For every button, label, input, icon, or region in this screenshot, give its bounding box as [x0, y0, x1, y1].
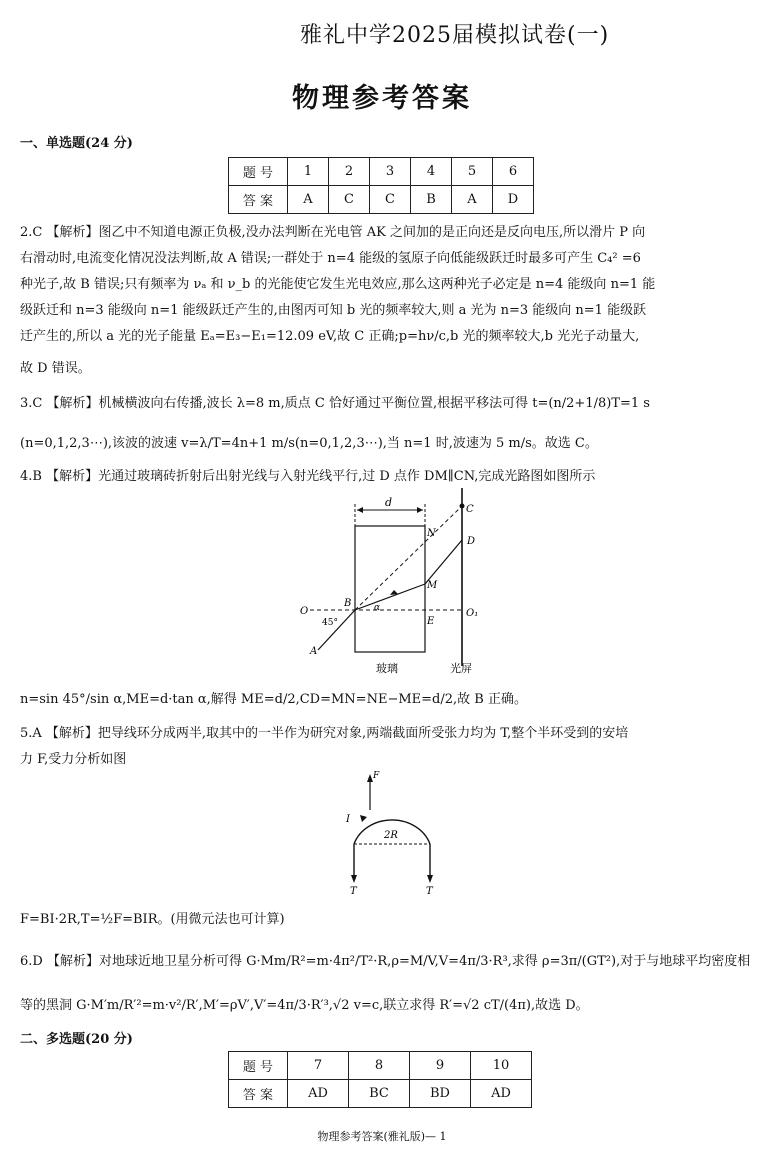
question-number: 1	[288, 158, 329, 186]
answer-cell: C	[370, 186, 411, 214]
answer-cell: A	[288, 186, 329, 214]
row-label-number: 题 号	[229, 158, 288, 186]
answer-cell: AD	[288, 1080, 349, 1108]
label-A: A	[310, 646, 318, 657]
document-title: 物理参考答案	[292, 83, 472, 114]
q5-line: 力 F,受力分析如图	[20, 752, 127, 767]
answer-cell: BD	[410, 1080, 471, 1108]
page-footer: 物理参考答案(雅礼版)— 1	[317, 1130, 447, 1143]
q3-line: 3.C 【解析】机械横波向右传播,波长 λ=8 m,质点 C 恰好通过平衡位置,根据平移法可得 t=(n/2+1/8)T=1 s	[20, 396, 650, 411]
answer-cell: C	[329, 186, 370, 214]
answer-cell: B	[411, 186, 452, 214]
label-T-left: T	[350, 886, 357, 896]
label-45deg: 45°	[322, 618, 338, 628]
q2-line: 右滑动时,电流变化情况没法判断,故 A 错误;一群处于 n=4 能级的氢原子向低能级跃迁时最多可产生 C₄² =6	[20, 251, 641, 266]
label-O: O	[300, 606, 309, 617]
label-T-right: T	[426, 886, 433, 896]
label-C: C	[466, 504, 474, 515]
question-number: 5	[452, 158, 493, 186]
q2-line: 故 D 错误。	[20, 361, 91, 376]
q4-line: 4.B 【解析】光通过玻璃砖折射后出射光线与入射光线平行,过 D 点作 DM∥CN,完成光路图如图所示	[20, 469, 596, 484]
light-path-diagram	[290, 488, 490, 678]
label-D: D	[467, 536, 476, 547]
q2-line: 2.C 【解析】图乙中不知道电源正负极,没办法判断在光电管 AK 之间加的是正向还是反向电压,所以滑片 P 向	[20, 225, 646, 240]
answer-table-single	[228, 157, 534, 214]
q5-line: 5.A 【解析】把导线环分成两半,取其中的一半作为研究对象,两端截面所受张力均为 T,整个半环受到的安培	[20, 726, 629, 741]
row-label-number: 题 号	[229, 1052, 288, 1080]
label-screen: 光屏	[450, 662, 472, 675]
answer-cell: D	[493, 186, 534, 214]
answer-cell: AD	[471, 1080, 532, 1108]
label-I: I	[346, 814, 350, 825]
question-number: 10	[471, 1052, 532, 1080]
row-label-answer: 答 案	[229, 1080, 288, 1108]
school-title: 雅礼中学2025届模拟试卷(一)	[300, 23, 610, 48]
q2-line: 种光子,故 B 错误;只有频率为 νₐ 和 ν_b 的光能使它发生光电效应,那么这两种光子必定是 n=4 能级向 n=1 能	[20, 277, 656, 292]
label-glass: 玻璃	[376, 662, 398, 675]
question-number: 2	[329, 158, 370, 186]
q6-line: 6.D 【解析】对地球近地卫星分析可得 G·Mm/R²=m·4π²/T²·R,ρ=M/V,V=4π/3·R³,求得 ρ=3π/(GT²),对于与地球平均密度相	[20, 954, 751, 969]
question-number: 4	[411, 158, 452, 186]
label-alpha: α	[374, 603, 381, 613]
label-N: N	[427, 528, 436, 539]
section-heading-single: 一、单选题(24 分)	[20, 136, 133, 151]
question-number: 9	[410, 1052, 471, 1080]
glass-block	[355, 526, 425, 652]
question-number: 6	[493, 158, 534, 186]
q4-line: n=sin 45°/sin α,ME=d·tan α,解得 ME=d/2,CD=MN=NE−ME=d/2,故 B 正确。	[20, 692, 527, 707]
answer-cell: A	[452, 186, 493, 214]
question-number: 8	[349, 1052, 410, 1080]
row-label-answer: 答 案	[229, 186, 288, 214]
question-number: 3	[370, 158, 411, 186]
q5-line: F=BI·2R,T=½F=BIR。(用微元法也可计算)	[20, 912, 285, 927]
label-E: E	[427, 616, 435, 627]
half-ring-force-diagram	[330, 770, 450, 896]
label-M: M	[427, 580, 438, 591]
q2-line: 迁产生的,所以 a 光的光子能量 Eₐ=E₃−E₁=12.09 eV,故 C 正确;p=hν/c,b 光的频率较大,b 光光子动量大,	[20, 329, 640, 344]
label-2R: 2R	[384, 830, 398, 841]
answer-cell: BC	[349, 1080, 410, 1108]
q2-line: 级跃迁和 n=3 能级向 n=1 能级跃迁产生的,由图丙可知 b 光的频率较大,则 a 光为 n=3 能级向 n=1 能级跃	[20, 303, 647, 318]
answer-table-multi	[228, 1051, 532, 1108]
label-B: B	[344, 598, 352, 609]
q6-line: 等的黑洞 G·M′m/R′²=m·v²/R′,M′=ρV′,V′=4π/3·R′³,√2 v=c,联立求得 R′=√2 cT/(4π),故选 D。	[20, 998, 589, 1013]
label-d: d	[385, 496, 393, 509]
question-number: 7	[288, 1052, 349, 1080]
section-heading-multi: 二、多选题(20 分)	[20, 1032, 133, 1047]
label-F: F	[373, 771, 380, 781]
label-O1: O₁	[466, 608, 479, 619]
q3-line: (n=0,1,2,3⋯),该波的波速 v=λ/T=4n+1 m/s(n=0,1,2,3⋯),当 n=1 时,波速为 5 m/s。故选 C。	[20, 436, 598, 451]
